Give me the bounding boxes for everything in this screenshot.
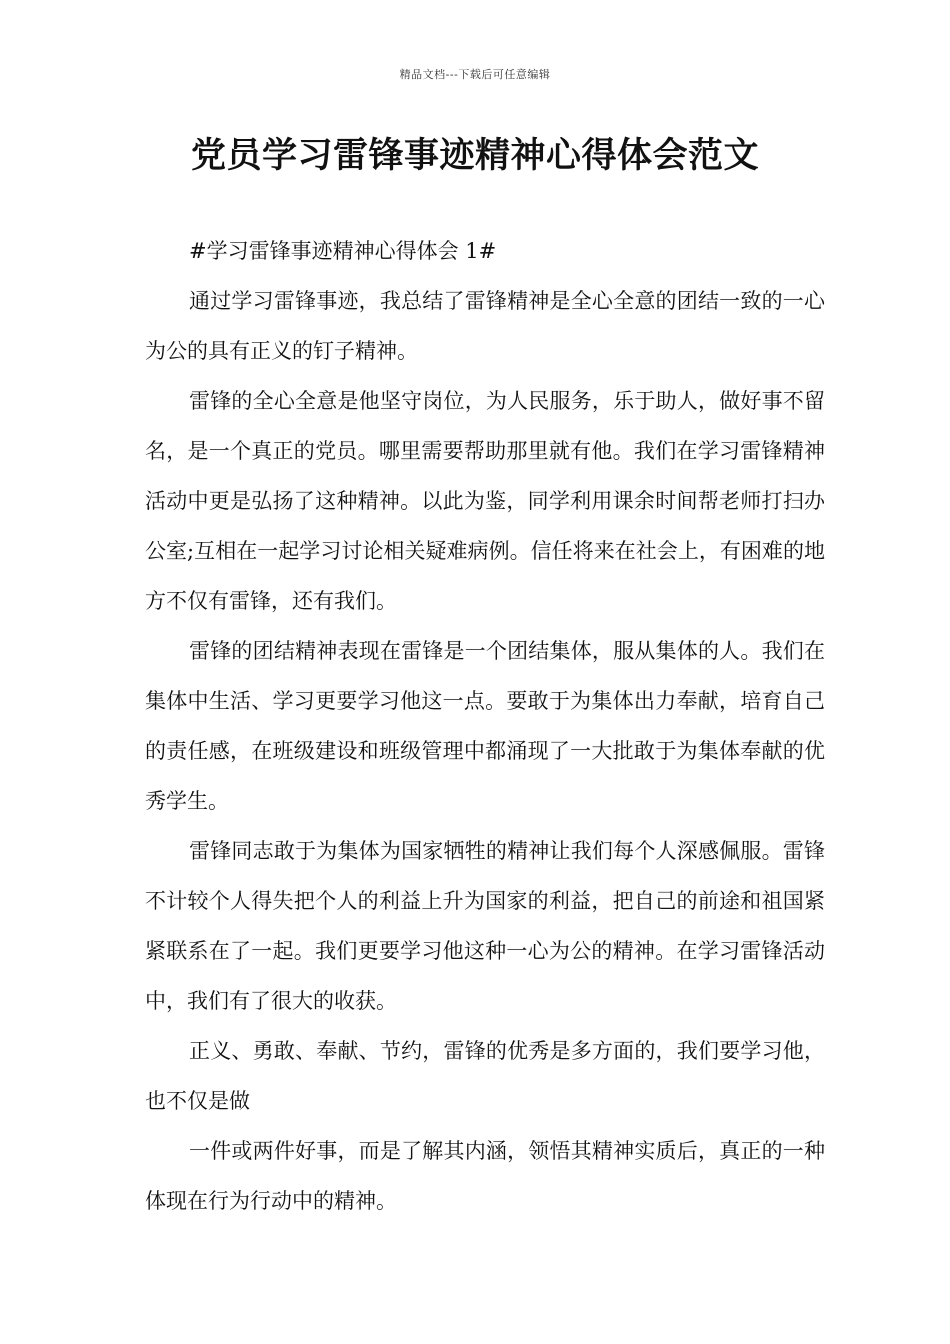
section-heading: #学习雷锋事迹精神心得体会 1# <box>189 239 497 263</box>
paragraph-5: 正义、勇敢、奉献、节约，雷锋的优秀是多方面的，我们要学习他，也不仅是做 <box>145 1039 825 1113</box>
document-body <box>145 226 825 1226</box>
paragraph-1: 通过学习雷锋事迹，我总结了雷锋精神是全心全意的团结一致的一心为公的具有正义的钉子精神。 <box>145 289 825 363</box>
paragraph-2: 雷锋的全心全意是他坚守岗位，为人民服务，乐于助人，做好事不留名，是一个真正的党员。哪里需要帮助那里就有他。我们在学习雷锋精神活动中更是弘扬了这种精神。以此为鉴，同学利用课余时间帮老师打扫办公室;互相在一起学习讨论相关疑难病例。信任将来在社会上，有困难的地方不仅有雷锋，还有我们。 <box>145 389 825 613</box>
header-note: 精品文档---下载后可任意编辑 <box>399 68 551 81</box>
paragraph-6: 一件或两件好事，而是了解其内涵，领悟其精神实质后，真正的一种体现在行为行动中的精神。 <box>145 1139 825 1213</box>
document-title: 党员学习雷锋事迹精神心得体会范文 <box>190 136 759 176</box>
paragraph-4: 雷锋同志敢于为集体为国家牺牲的精神让我们每个人深感佩服。雷锋不计较个人得失把个人的利益上升为国家的利益，把自己的前途和祖国紧紧联系在了一起。我们更要学习他这种一心为公的精神。在学习雷锋活动中，我们有了很大的收获。 <box>145 839 825 1013</box>
paragraph-3: 雷锋的团结精神表现在雷锋是一个团结集体，服从集体的人。我们在集体中生活、学习更要学习他这一点。要敢于为集体出力奉献，培育自己的责任感，在班级建设和班级管理中都涌现了一大批敢于为集体奉献的优秀学生。 <box>145 639 825 813</box>
